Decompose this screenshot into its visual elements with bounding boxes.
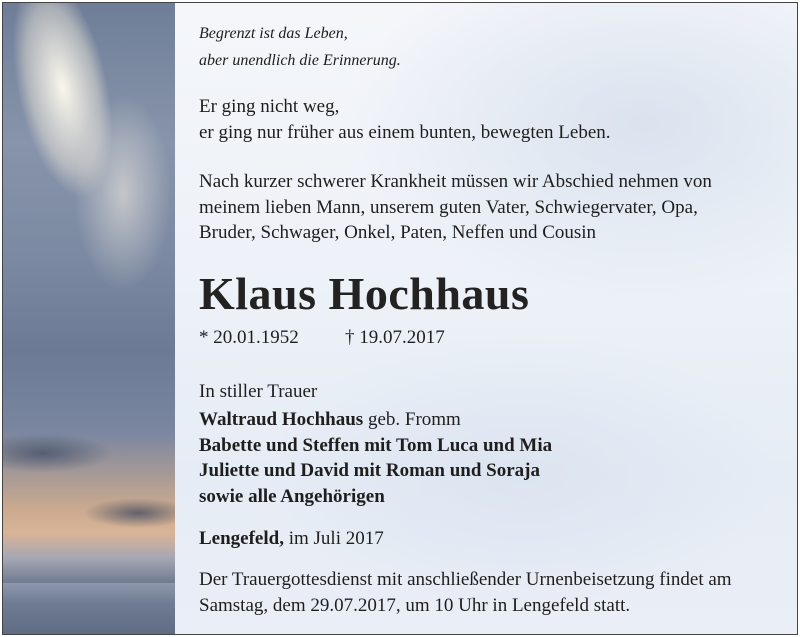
widow-maiden-name: geb. Fromm: [363, 409, 461, 430]
mourning-heading: In stiller Trauer: [199, 381, 318, 402]
deceased-name: Klaus Hochhaus: [199, 268, 530, 319]
place-date-line: [199, 528, 384, 550]
death-date: † 19.07.2017: [345, 327, 445, 348]
cloud: [3, 433, 113, 473]
widow-name: Waltraud Hochhaus: [199, 409, 364, 430]
cloud: [83, 498, 175, 528]
service-line-1: Der Trauergottesdienst mit anschließender Urnenbeisetzung findet am: [199, 569, 732, 590]
motto-line-2: aber unendlich die Erinnerung.: [199, 52, 401, 69]
family-line-3: sowie alle Angehörigen: [199, 486, 385, 507]
family-line-1: Babette und Steffen mit Tom Luca und Mia: [199, 435, 553, 456]
light-glow: [63, 63, 175, 323]
service-line-2: Samstag, dem 29.07.2017, um 10 Uhr in Lengefeld statt.: [199, 595, 631, 616]
intro-line-1: Nach kurzer schwerer Krankheit müssen wir Abschied nehmen von: [199, 171, 712, 192]
poem-line-2: er ging nur früher aus einem bunten, bewegten Leben.: [199, 122, 611, 143]
intro-line-3: Bruder, Schwager, Onkel, Paten, Neffen und Cousin: [199, 222, 597, 243]
widow-line: [199, 409, 461, 431]
family-line-2: Juliette und David mit Roman und Soraja: [199, 460, 540, 481]
sea: [3, 583, 175, 634]
obituary-card: [2, 2, 798, 635]
poem-line-1: Er ging nicht weg,: [199, 96, 340, 117]
birth-date: * 20.01.1952: [199, 327, 299, 348]
town: Lengefeld,: [199, 528, 284, 549]
motto-line-1: Begrenzt ist das Leben,: [199, 25, 348, 42]
life-dates: [199, 327, 445, 349]
intro-line-2: meinem lieben Mann, unserem guten Vater, Schwiegervater, Opa,: [199, 197, 698, 218]
date: im Juli 2017: [283, 528, 384, 549]
sky-photo: [3, 3, 175, 634]
